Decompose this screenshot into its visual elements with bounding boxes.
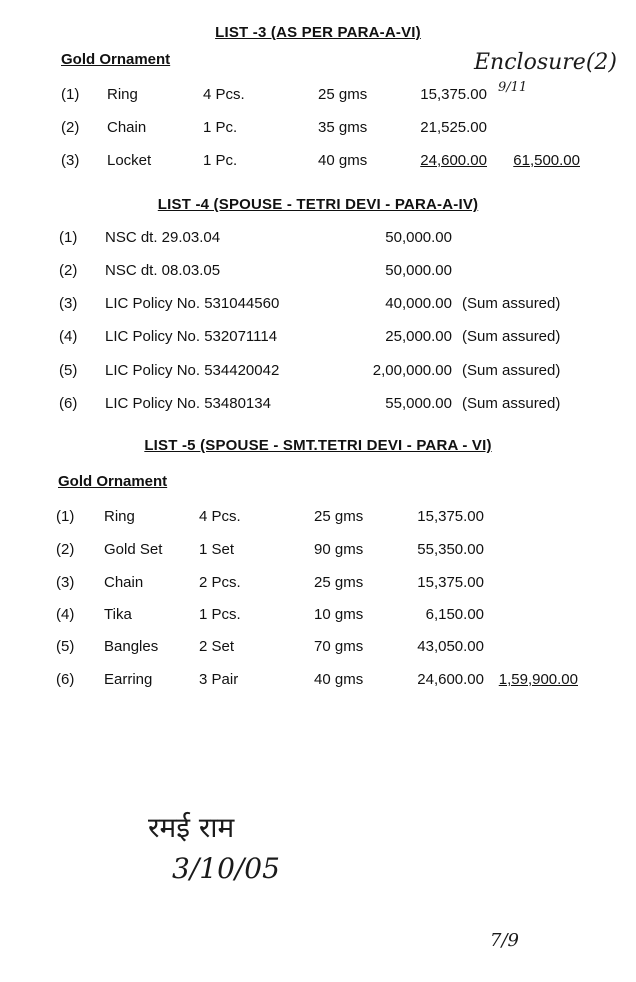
item-quantity: 4 Pcs. — [203, 86, 245, 103]
item-number: (4) — [59, 328, 78, 345]
item-number: (1) — [56, 508, 75, 525]
item-number: (1) — [61, 86, 80, 103]
item-description: LIC Policy No. 532071114 — [105, 328, 278, 345]
item-number: (3) — [56, 574, 75, 591]
item-weight: 40 gms — [318, 152, 368, 169]
item-weight: 10 gms — [314, 606, 364, 623]
list5-row — [0, 508, 636, 528]
item-value: 24,600.00 — [417, 671, 484, 688]
item-name: Locket — [107, 152, 152, 169]
item-value: 2,00,000.00 — [372, 362, 452, 379]
list3-subheading: Gold Ornament — [61, 51, 171, 68]
list5-row — [0, 638, 636, 658]
item-value: 43,050.00 — [417, 638, 484, 655]
list5-row — [0, 671, 636, 691]
item-weight: 90 gms — [314, 541, 364, 558]
item-weight: 25 gms — [314, 574, 364, 591]
item-quantity: 2 Pcs. — [199, 574, 241, 591]
item-quantity: 1 Set — [199, 541, 235, 558]
item-number: (5) — [56, 638, 75, 655]
item-value: 55,000.00 — [385, 395, 452, 412]
item-quantity: 3 Pair — [199, 671, 239, 688]
list3-row — [0, 119, 636, 139]
item-value: 15,375.00 — [417, 574, 484, 591]
signature-name: रमई राम — [148, 811, 235, 844]
list5-row — [0, 541, 636, 561]
item-description: LIC Policy No. 53480134 — [105, 395, 271, 412]
item-number: (6) — [59, 395, 78, 412]
list3-row — [0, 152, 636, 172]
list5-row — [0, 574, 636, 594]
item-value: 15,375.00 — [420, 86, 487, 103]
item-number: (3) — [61, 152, 80, 169]
list5-total: 1,59,900.00 — [498, 671, 578, 688]
item-number: (2) — [61, 119, 80, 136]
list4-row — [0, 295, 636, 315]
item-number: (6) — [56, 671, 75, 688]
list5-subheading: Gold Ornament — [58, 473, 168, 490]
page-mark: 7/9 — [490, 930, 519, 951]
list3-heading: LIST -3 (AS PER PARA-A-VI) — [215, 24, 421, 41]
item-weight: 25 gms — [318, 86, 368, 103]
item-weight: 25 gms — [314, 508, 364, 525]
item-name: Tika — [104, 606, 132, 623]
item-number: (2) — [59, 262, 78, 279]
item-value: 15,375.00 — [417, 508, 484, 525]
item-value: 6,150.00 — [425, 606, 484, 623]
item-quantity: 1 Pc. — [203, 119, 238, 136]
item-weight: 70 gms — [314, 638, 364, 655]
item-value: 24,600.00 — [420, 152, 487, 169]
item-note: (Sum assured) — [462, 295, 561, 312]
list3-row — [0, 86, 636, 106]
list3-total: 61,500.00 — [513, 152, 580, 169]
item-number: (3) — [59, 295, 78, 312]
list4-row — [0, 229, 636, 249]
annotation-date: 9/11 — [498, 80, 528, 95]
item-number: (4) — [56, 606, 75, 623]
item-number: (5) — [59, 362, 78, 379]
item-description: NSC dt. 29.03.04 — [105, 229, 221, 246]
item-quantity: 4 Pcs. — [199, 508, 241, 525]
item-name: Ring — [104, 508, 135, 525]
list4-heading: LIST -4 (SPOUSE - TETRI DEVI - PARA-A-IV) — [157, 196, 479, 213]
item-weight: 40 gms — [314, 671, 364, 688]
item-quantity: 1 Pcs. — [199, 606, 241, 623]
item-value: 50,000.00 — [385, 229, 452, 246]
item-value: 21,525.00 — [420, 119, 487, 136]
item-quantity: 2 Set — [199, 638, 235, 655]
item-quantity: 1 Pc. — [203, 152, 238, 169]
item-note: (Sum assured) — [462, 362, 561, 379]
item-name: Chain — [107, 119, 147, 136]
item-name: Bangles — [104, 638, 159, 655]
item-description: NSC dt. 08.03.05 — [105, 262, 221, 279]
item-number: (1) — [59, 229, 78, 246]
item-value: 40,000.00 — [385, 295, 452, 312]
list4-row — [0, 395, 636, 415]
list4-row — [0, 362, 636, 382]
item-weight: 35 gms — [318, 119, 368, 136]
item-value: 25,000.00 — [385, 328, 452, 345]
item-name: Ring — [107, 86, 138, 103]
item-name: Gold Set — [104, 541, 163, 558]
list4-row — [0, 262, 636, 282]
item-number: (2) — [56, 541, 75, 558]
item-name: Chain — [104, 574, 144, 591]
item-description: LIC Policy No. 534420042 — [105, 362, 280, 379]
item-description: LIC Policy No. 531044560 — [105, 295, 280, 312]
list5-row — [0, 606, 636, 626]
list5-heading: LIST -5 (SPOUSE - SMT.TETRI DEVI - PARA - VI) — [144, 437, 492, 454]
item-name: Earring — [104, 671, 153, 688]
item-note: (Sum assured) — [462, 328, 561, 345]
list4-row — [0, 328, 636, 348]
item-value: 50,000.00 — [385, 262, 452, 279]
signature-date: 3/10/05 — [172, 852, 280, 885]
item-value: 55,350.00 — [417, 541, 484, 558]
enclosure-annotation: Enclosure(2) — [474, 50, 617, 75]
item-note: (Sum assured) — [462, 395, 561, 412]
